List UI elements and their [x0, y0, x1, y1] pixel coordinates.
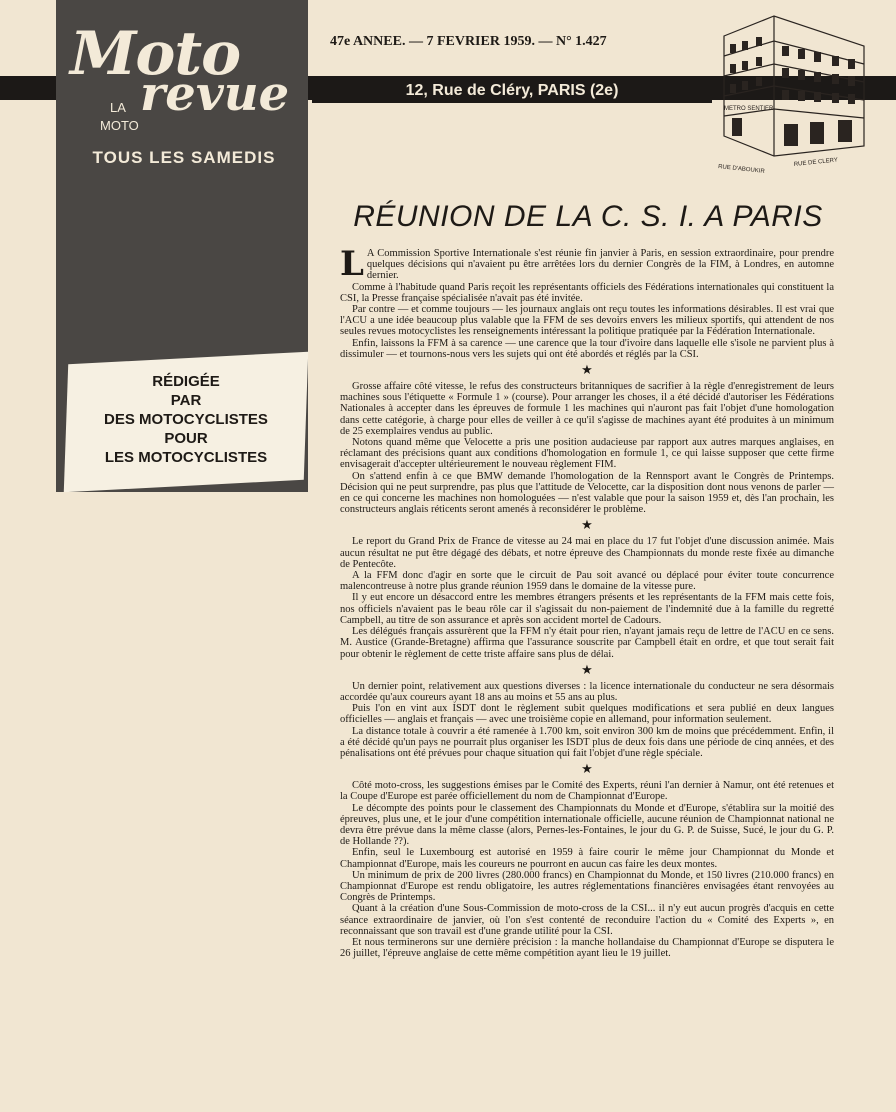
motto-line: DES MOTOCYCLISTES	[104, 411, 268, 428]
motto-text	[66, 372, 306, 467]
dropcap: L	[340, 244, 364, 284]
paragraph: A la FFM donc d'agir en sorte que le circuit de Pau soit avancé ou déplacé pour éviter toute concurrence malencontreuse à notre plus grande réunion 1959 dans le domaine de la vitesse pure.	[340, 570, 834, 593]
paragraph: Un minimum de prix de 200 livres (280.000 francs) en Championnat du Monde, et 150 livres (210.000 francs) en Championnat d'Europe est rendu obligatoire, les autres réglementations financières envisagées étant renvoyées au Congrès de Printemps.	[340, 869, 834, 904]
paragraph: La distance totale à couvrir a été ramenée à 1.700 km, soit environ 300 km de moins que précédemment. Enfin, il a été décidé qu'un pays ne pourrait plus organiser les ISDT plus de deux fois dans une période de cinq années, et des pénalisations ont été prévues pour chaque situation qui fait l'objet d'une règle spéciale.	[340, 725, 834, 759]
paragraph: Comme à l'habitude quand Paris reçoit les représentants officiels des Fédérations internationales qui constituent la CSI, la Presse française spécialisée n'avait pas été invitée.	[340, 281, 834, 304]
star-separator: ★	[581, 761, 593, 777]
issue-date-line: 47e ANNEE. — 7 FEVRIER 1959. — N° 1.427	[330, 34, 607, 49]
logo-moto: Moto	[70, 19, 241, 89]
article-section-3	[340, 536, 834, 659]
tagline: TOUS LES SAMEDIS	[92, 148, 276, 167]
paragraph: On s'attend enfin à ce que BMW demande l'homologation de la Rennsport avant le Congrès de Printemps. Décision qui ne peut surprendre, pas plus que l'attitude de Velocette, car la disposition dont nous venons de parler — en ce qui concerne les machines non homologuées — n'est valable que pour la saison 1959 et, dès l'an prochain, les constructeurs anglais réticents seront amenés à reconsidérer le problème.	[340, 470, 834, 516]
paragraph: Le report du Grand Prix de France de vitesse au 24 mai en place du 17 fut l'objet d'une discussion animée. Mais aucun résultat ne put être dégagé des débats, et notre épreuve des Championnats du monde reste fixée au dimanche de Pentecôte.	[340, 536, 834, 570]
paragraph: Enfin, laissons la FFM à sa carence — une carence que la tour d'ivoire dans laquelle elle s'isole ne parvient plus à dissimuler — et tournons-nous vers les sujets qui ont été abordés et réglés par la CSI.	[340, 337, 834, 360]
paragraph: L A Commission Sportive Internationale s'est réunie fin janvier à Paris, en session extraordinaire, pour prendre quelques décisions qui n'avaient pu être arrêtées lors du dernier Congrès de la FIM, à Londres, en automne dernier.	[340, 244, 834, 284]
motto-line: LES MOTOCYCLISTES	[104, 449, 268, 466]
paragraph: Les délégués français assurèrent que la FFM n'y était pour rien, n'ayant jamais reçu de lettre de l'ACU en ce sens. M. Austice (Grande-Bretagne) affirma que l'assurance souscrite par Campbell était en ordre, et que tout serait fait pour obtenir le règlement de cette triste affaire sans plus de délai.	[340, 626, 834, 660]
logo-revue: revue	[140, 66, 290, 122]
paragraph: Et nous terminerons sur une dernière précision : la manche hollandaise du Championnat d'Europe se disputera le 26 juillet, l'épreuve anglaise de cette même compétition ayant lieu le 19 juillet.	[340, 936, 834, 960]
article-section-2	[340, 381, 834, 515]
article-section-1	[340, 244, 834, 360]
motto-line: PAR	[170, 392, 202, 409]
paragraph: Quant à la création d'une Sous-Commission de moto-cross de la CSI... il n'y eut aucun progrès d'acquis en cette séance extraordinaire de janvier, où l'on s'est contenté de reconduire l'action du « Comité des Experts », en reconnaissant que son travail est d'une grande utilité pour la CSI.	[340, 903, 834, 937]
logo-lamoto: MOTO	[100, 118, 139, 133]
paragraph: Puis l'on en vint aux ISDT dont le règlement subit quelques modifications et sera publié en deux langues officielles — anglais et français — avec une troisième copie en allemand, pour information seulement.	[340, 703, 834, 726]
logo-la: LA	[110, 100, 126, 115]
star-separator: ★	[581, 362, 593, 378]
article-title: RÉUNION DE LA C. S. I. A PARIS	[353, 200, 823, 233]
paragraph: Un dernier point, relativement aux questions diverses : la licence internationale du conducteur ne sera désormais accordée qu'aux coureurs ayant 18 ans au moins et 55 ans au plus.	[340, 680, 834, 703]
paragraph: Côté moto-cross, les suggestions émises par le Comité des Experts, réuni l'an dernier à Namur, ont été retenues et la Coupe d'Europe est parée officiellement du nom de Championnat d'Europe.	[340, 780, 834, 803]
street-sign-left: RUE D'ABOUKIR	[717, 164, 765, 175]
paragraph: Enfin, seul le Luxembourg est autorisé en 1959 à faire courir le même jour Championnat du Monde et Championnat d'Europe, mais les coureurs ne pourront en aucun cas faire les deux montes.	[340, 847, 834, 870]
star-separator: ★	[581, 517, 593, 533]
paragraph: Il y eut encore un désaccord entre les membres étrangers présents et les représentants de la FFM mais cette fois, nos officiels n'avaient pas le beau rôle car il s'agissait du non-paiement de l'indemnité due à la famille du regretté Campbell, au titre de son assurance et après son accident mortel de Cadours.	[340, 592, 834, 626]
paragraph: Notons quand même que Velocette a pris une position audacieuse par rapport aux autres marques anglaises, en réclamant des précisions quant aux conditions d'homologation en formule 1, ce qui laisse supposer que cette firme envisagerait d'accepter ultérieurement le nouveau règlement FIM.	[340, 437, 834, 471]
paragraph: Par contre — et comme toujours — les journaux anglais ont reçu toutes les informations désirables. Il est vrai que l'ACU a une idée beaucoup plus valable que la FFM de ses devoirs envers les milieux sportifs, qui attendent de nos seules revues motocyclistes les renseignements intéressant la politique pratiquée par la Fédération Internationale.	[340, 304, 834, 338]
motto-line: RÉDIGÉE	[152, 373, 220, 390]
paragraph: Le décompte des points pour le classement des Championnats du Monde et d'Europe, s'établira sur la moitié des épreuves, plus une, et le jour d'une compétition internationale officielle, aucune réunion de Championnat national ne devra être prévue dans la même classe (alors, Pernes-les-Fontaines, le jour du G. P. de Suisse, Sucé, le jour du G. P. de Hollande ??).	[340, 802, 834, 848]
street-sign-right: RUE DE CLERY	[793, 157, 839, 168]
logo	[66, 19, 302, 144]
address: 12, Rue de Cléry, PARIS (2e)	[312, 79, 712, 103]
motto-line: POUR	[164, 430, 208, 447]
paragraph: Grosse affaire côté vitesse, le refus des constructeurs britanniques de sacrifier à la règle d'enregistrement de leurs machines sous l'étiquette « Formule 1 » (course). Pour arranger les choses, il a été décidé d'autoriser les Fédérations Nationales à accepter dans les épreuves de formule 1 les machines qui n'auront pas fait l'objet d'une homologation dans cette catégorie, à charge pour elles de veiller à ce qu'il s'agisse de machines ayant été produites à un minimum de 25 exemplaires vendus au public.	[340, 381, 834, 437]
star-separator: ★	[581, 661, 593, 677]
article-section-4	[340, 681, 834, 759]
article-section-5	[340, 780, 834, 959]
article-body	[340, 244, 834, 960]
building-illustration	[714, 6, 866, 176]
sign-metro: METRO SENTIER	[724, 106, 774, 112]
